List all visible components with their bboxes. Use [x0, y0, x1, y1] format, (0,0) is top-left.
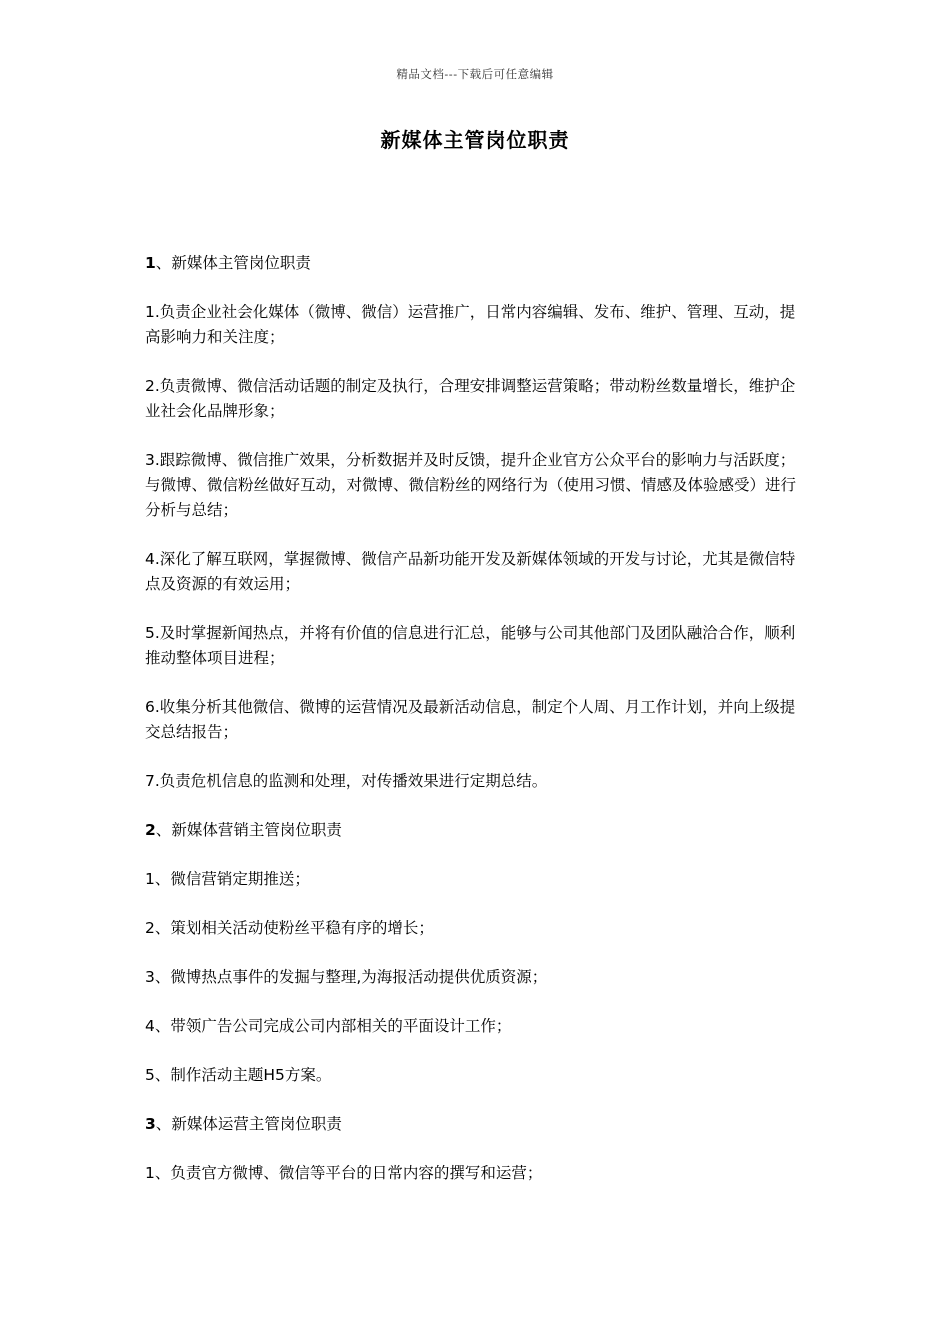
duty-item: 4、带领广告公司完成公司内部相关的平面设计工作；	[145, 1017, 512, 1035]
section-heading-2	[145, 818, 810, 843]
section-heading-3	[145, 1112, 810, 1137]
duty-item: 2、策划相关活动使粉丝平稳有序的增长；	[145, 919, 434, 937]
duty-item: 5.及时掌握新闻热点，并将有价值的信息进行汇总，能够与公司其他部门及团队融洽合作，顺利推动整体项目进程；	[145, 624, 796, 667]
section-number: 1	[145, 254, 156, 272]
section-number: 3	[145, 1115, 156, 1133]
page-header: 精品文档---下载后可任意编辑	[396, 67, 554, 81]
duty-item: 5、制作活动主题H5方案。	[145, 1066, 332, 1084]
duty-item: 4.深化了解互联网，掌握微博、微信产品新功能开发及新媒体领域的开发与讨论，尤其是微信特点及资源的有效运用；	[145, 550, 796, 593]
duty-item: 7.负责危机信息的监测和处理，对传播效果进行定期总结。	[145, 772, 548, 790]
duty-item: 1、负责官方微博、微信等平台的日常内容的撰写和运营；	[145, 1164, 543, 1182]
document-body	[145, 251, 810, 1210]
section-separator: 、	[155, 1115, 172, 1133]
duty-item: 3、微博热点事件的发掘与整理,为海报活动提供优质资源；	[145, 968, 548, 986]
duty-item: 1、微信营销定期推送；	[145, 870, 310, 888]
section-heading-1	[145, 251, 810, 276]
duty-item: 1.负责企业社会化媒体（微博、微信）运营推广，日常内容编辑、发布、维护、管理、互动，提高影响力和关注度；	[145, 303, 796, 346]
duty-item: 2.负责微博、微信活动话题的制定及执行，合理安排调整运营策略；带动粉丝数量增长，维护企业社会化品牌形象；	[145, 377, 796, 420]
section-separator: 、	[155, 254, 172, 272]
section-title: 新媒体主管岗位职责	[171, 254, 311, 272]
duty-item: 3.跟踪微博、微信推广效果，分析数据并及时反馈，提升企业官方公众平台的影响力与活跃度；与微博、微信粉丝做好互动，对微博、微信粉丝的网络行为（使用习惯、情感及体验感受）进行分析与总结；	[145, 451, 797, 519]
section-title: 新媒体运营主管岗位职责	[171, 1115, 342, 1133]
section-separator: 、	[155, 821, 172, 839]
section-title: 新媒体营销主管岗位职责	[171, 821, 342, 839]
section-number: 2	[145, 821, 156, 839]
duty-item: 6.收集分析其他微信、微博的运营情况及最新活动信息，制定个人周、月工作计划，并向上级提交总结报告；	[145, 698, 796, 741]
document-title: 新媒体主管岗位职责	[380, 128, 570, 152]
